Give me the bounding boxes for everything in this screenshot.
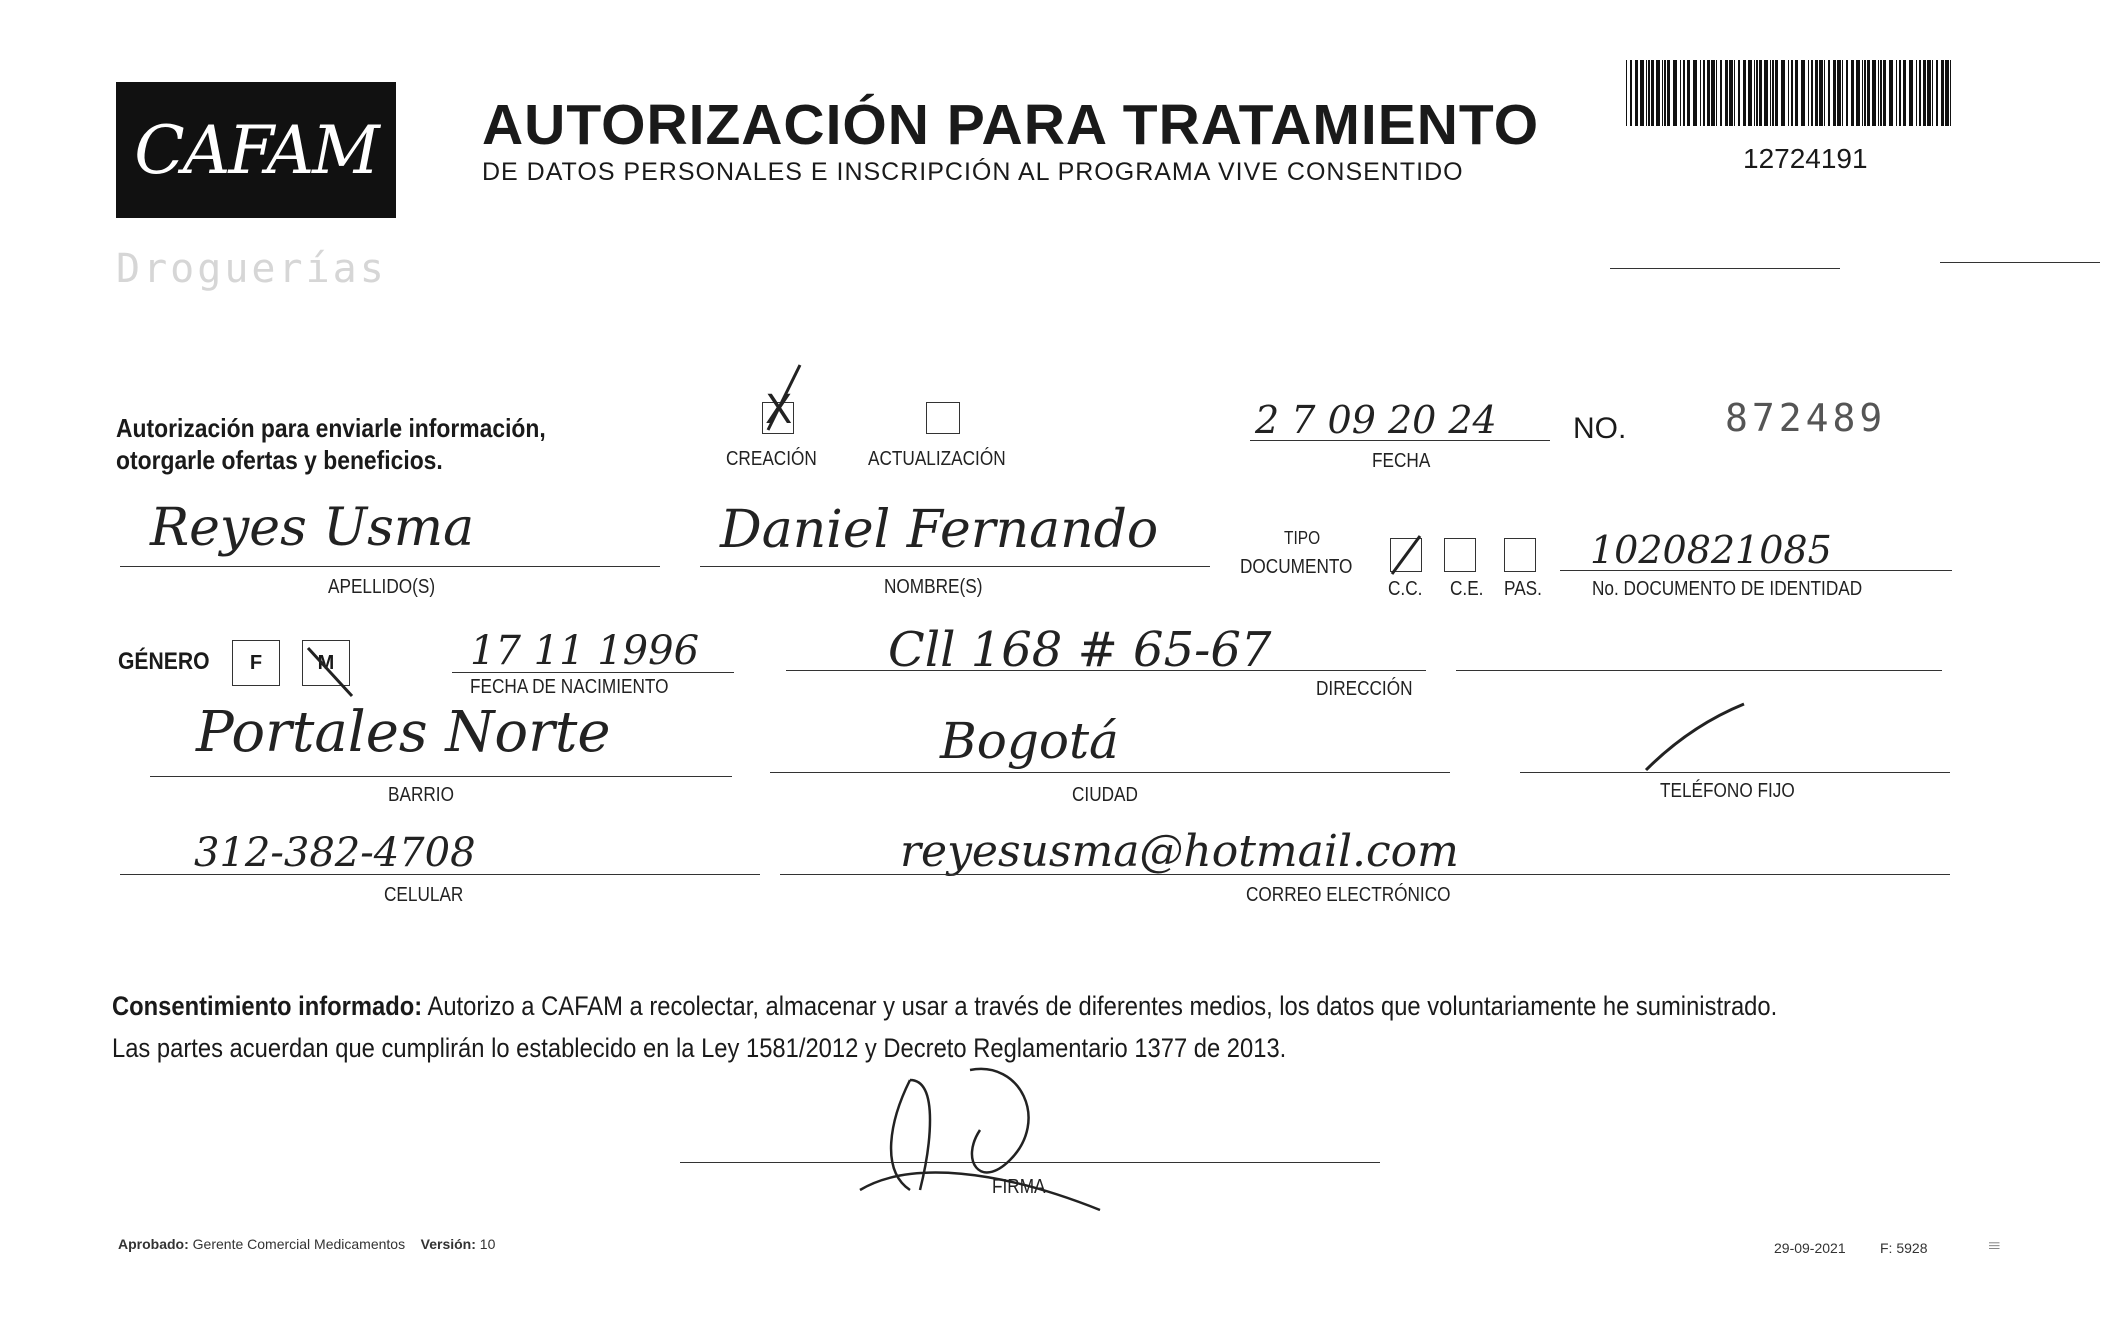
fecha-line [1250, 440, 1550, 441]
no-value: 872489 [1725, 396, 1887, 440]
tipo-documento-label-2: DOCUMENTO [1240, 556, 1353, 578]
barcode-bar [1680, 60, 1681, 126]
direccion-line-2 [1456, 670, 1942, 671]
aprobado-label: Aprobado: [118, 1236, 189, 1252]
barcode-bar [1824, 60, 1825, 126]
barcode-bar [1837, 60, 1841, 126]
direccion-value[interactable]: Cll 168 # 65-67 [888, 622, 1272, 678]
apellido-value[interactable]: Reyes Usma [150, 498, 475, 558]
celular-value[interactable]: 312-382-4708 [194, 830, 476, 876]
barcode-bar [1667, 60, 1670, 126]
pas-checkbox[interactable] [1504, 538, 1536, 572]
barcode-bar [1716, 60, 1717, 126]
intro-line-1: Autorización para enviarle información, [116, 413, 546, 443]
intro-text [116, 412, 609, 476]
telefono-line [1520, 772, 1950, 773]
barcode-bar [1781, 60, 1785, 126]
barcode-bar [1916, 60, 1917, 126]
header-rule-right [1940, 262, 2100, 263]
barcode-bar [1880, 60, 1882, 126]
barcode-bar [1945, 60, 1949, 126]
actualizacion-checkbox[interactable] [926, 402, 960, 434]
consent-heading: Consentimiento informado: [112, 991, 423, 1021]
nacimiento-line [452, 672, 734, 673]
barcode-bar [1808, 60, 1809, 126]
barcode-bar [1815, 60, 1818, 126]
barrio-label: BARRIO [388, 784, 454, 806]
barcode-number: 12724191 [1743, 143, 1868, 174]
barcode-bar [1729, 60, 1733, 126]
creacion-mark: X [765, 387, 793, 433]
ce-checkbox[interactable] [1444, 538, 1476, 572]
barcode-bar [1889, 60, 1893, 126]
barcode-bar [1950, 60, 1951, 126]
ce-label: C.E. [1450, 578, 1484, 600]
barcode-bar [1788, 60, 1789, 126]
barcode-bar [1646, 60, 1647, 126]
fecha-label: FECHA [1372, 450, 1431, 472]
barcode-bar [1664, 60, 1666, 126]
barcode-bar [1759, 60, 1762, 126]
barcode-bar [1720, 60, 1722, 126]
barcode-bar [1833, 60, 1836, 126]
barcode-bar [1846, 60, 1848, 126]
direccion-label: DIRECCIÓN [1316, 678, 1413, 700]
genero-m-check-stroke [300, 640, 360, 700]
footer-approval [118, 1236, 495, 1252]
barcode-bar [1791, 60, 1793, 126]
barcode-bar [1828, 60, 1830, 126]
barcode-icon [1626, 60, 1954, 126]
barcode-bar [1656, 60, 1660, 126]
barcode-bar [1630, 60, 1632, 126]
barcode-bar [1851, 60, 1854, 126]
barcode-bar [1700, 60, 1701, 126]
cafam-logo [116, 82, 396, 218]
apellido-label: APELLIDO(S) [328, 576, 436, 598]
barcode-bar [1687, 60, 1690, 126]
barcode-bar [1909, 60, 1913, 126]
barcode-bar [1872, 60, 1876, 126]
barcode-bar [1635, 60, 1638, 126]
barcode-bar [1867, 60, 1870, 126]
barcode-bar [1936, 60, 1938, 126]
barcode-bar [1703, 60, 1705, 126]
cc-label: C.C. [1388, 578, 1423, 600]
documento-line [1560, 570, 1952, 571]
consent-text-2: Las partes acuerdan que cumplirán lo establecido en la Ley 1581/2012 y Decreto Reglamentario 1377 de 2013. [112, 1033, 1287, 1063]
barcode-bar [1626, 60, 1627, 126]
barcode-bar [1932, 60, 1933, 126]
celular-label: CELULAR [384, 884, 464, 906]
telefono-label: TELÉFONO FIJO [1660, 780, 1795, 802]
barrio-value[interactable]: Portales Norte [196, 700, 611, 765]
barcode-bar [1648, 60, 1650, 126]
barcode-bar [1770, 60, 1771, 126]
barcode-bar [1711, 60, 1715, 126]
signature-label: FIRMA [992, 1176, 1046, 1198]
form-subtitle: DE DATOS PERSONALES E INSCRIPCIÓN AL PROGRAMA VIVE CONSENTIDO [482, 158, 1464, 186]
correo-label: CORREO ELECTRÓNICO [1246, 884, 1451, 906]
apellido-line [120, 566, 660, 567]
barcode-bar [1754, 60, 1755, 126]
barcode-bar [1673, 60, 1677, 126]
barcode-bar [1693, 60, 1697, 126]
nacimiento-value[interactable]: 17 11 1996 [470, 628, 700, 674]
barcode-bar [1903, 60, 1906, 126]
cc-check-stroke [1386, 530, 1426, 580]
barcode-bar [1819, 60, 1823, 126]
barcode-bar [1743, 60, 1746, 126]
documento-label: No. DOCUMENTO DE IDENTIDAD [1592, 578, 1863, 600]
barcode-bar [1896, 60, 1897, 126]
barcode-bar [1862, 60, 1863, 126]
barcode-bar [1775, 60, 1778, 126]
intro-line-2: otorgarle ofertas y beneficios. [116, 445, 443, 475]
version-value: 10 [479, 1236, 496, 1252]
genero-f-label: F [249, 651, 263, 674]
form-title: AUTORIZACIÓN PARA TRATAMIENTO [482, 93, 1540, 157]
barcode-bar [1651, 60, 1654, 126]
barcode-bar [1864, 60, 1866, 126]
pas-label: PAS. [1504, 578, 1542, 600]
celular-line [120, 874, 760, 875]
correo-value[interactable]: reyesusma@hotmail.com [900, 826, 1459, 877]
footer-date-code: 29-09-2021 [1774, 1240, 1846, 1256]
barcode-bar [1683, 60, 1685, 126]
genero-f-checkbox[interactable] [232, 640, 280, 686]
direccion-line [786, 670, 1426, 671]
nombre-value[interactable]: Daniel Fernando [720, 500, 1159, 560]
consent-text [112, 985, 2048, 1069]
barcode-bar [1941, 60, 1944, 126]
ciudad-line [770, 772, 1450, 773]
barcode-bar [1764, 60, 1768, 126]
genero-label: GÉNERO [118, 648, 210, 675]
fecha-value: 2 7 09 20 24 [1255, 398, 1497, 442]
correo-line [780, 874, 1950, 875]
barcode-bar [1707, 60, 1710, 126]
barcode-bar [1734, 60, 1735, 126]
barcode-bar [1795, 60, 1798, 126]
nacimiento-label: FECHA DE NACIMIENTO [470, 676, 669, 698]
actualizacion-label: ACTUALIZACIÓN [868, 448, 1006, 470]
barcode-bar [1756, 60, 1758, 126]
telefono-dash-stroke [1640, 696, 1750, 776]
barcode-bar [1662, 60, 1663, 126]
header-rule-left [1610, 268, 1840, 269]
nombre-label: NOMBRE(S) [884, 576, 983, 598]
barcode-bar [1883, 60, 1886, 126]
barcode-bar [1748, 60, 1752, 126]
logo-subtitle: Droguerías [116, 246, 387, 292]
ciudad-label: CIUDAD [1072, 784, 1138, 806]
barcode-bar [1878, 60, 1879, 126]
barcode-bar [1772, 60, 1774, 126]
barcode-bar [1725, 60, 1728, 126]
genero-m-label: M [317, 651, 335, 674]
ciudad-value[interactable]: Bogotá [940, 712, 1119, 770]
documento-value[interactable]: 1020821085 [1590, 528, 1832, 572]
barcode-bar [1899, 60, 1901, 126]
barrio-line [150, 776, 732, 777]
barcode-bar [1919, 60, 1921, 126]
barcode-bar [1811, 60, 1813, 126]
barcode-bar [1856, 60, 1860, 126]
footer-form-code: F: 5928 [1880, 1240, 1928, 1256]
barcode-bar [1640, 60, 1644, 126]
barcode-bar [1738, 60, 1740, 126]
tipo-documento-label-1: TIPO [1284, 528, 1321, 548]
no-label: NO. [1573, 412, 1627, 445]
version-label: Versión: [420, 1236, 476, 1252]
side-code-mark: ||| [1988, 1241, 2000, 1250]
consent-text-1: Autorizo a CAFAM a recolectar, almacenar y usar a través de diferentes medios, los datos que voluntariamente he suministrado. [427, 991, 1778, 1021]
aprobado-value: Gerente Comercial Medicamentos [192, 1236, 406, 1252]
logo-text: CAFAM [134, 111, 378, 189]
barcode-bar [1842, 60, 1843, 126]
barcode-bar [1927, 60, 1931, 126]
nombre-line [700, 566, 1210, 567]
barcode-bar [1923, 60, 1926, 126]
barcode-bar [1801, 60, 1805, 126]
creacion-label: CREACIÓN [726, 448, 817, 470]
creacion-check-stroke [760, 360, 810, 440]
